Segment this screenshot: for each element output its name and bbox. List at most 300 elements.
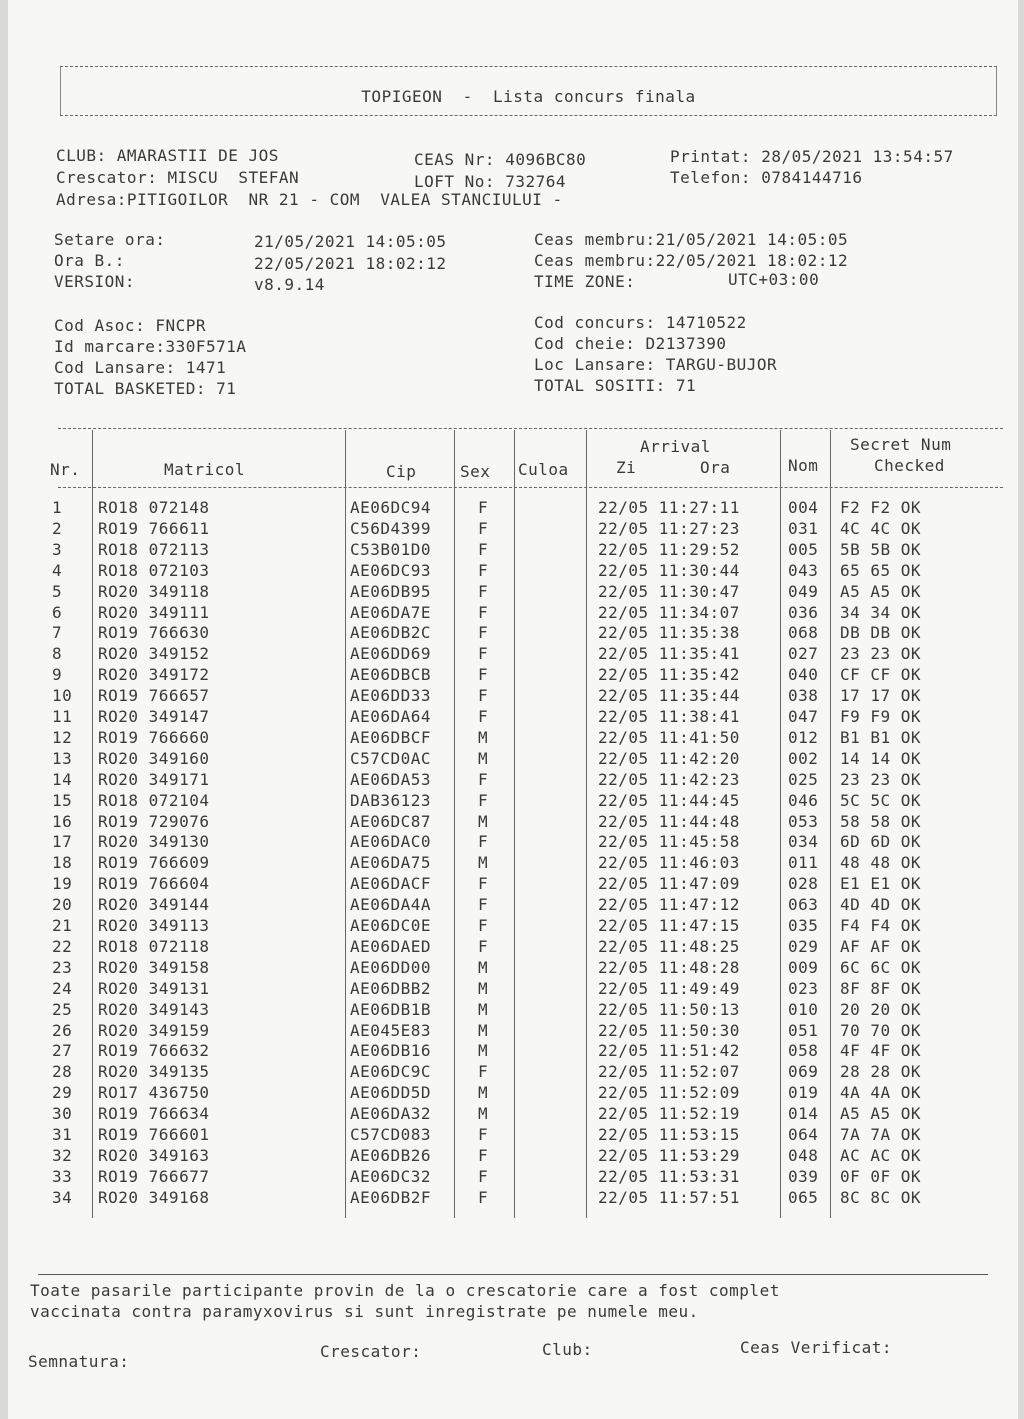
cell-arrival: 22/05 11:34:07 xyxy=(598,602,740,622)
cell-nom: 028 xyxy=(788,874,819,894)
cell-nom: 038 xyxy=(788,686,819,706)
cell-nr: 20 xyxy=(52,895,73,915)
cell-cip: AE06DB26 xyxy=(350,1145,432,1165)
cell-matricol: RO19 766634 xyxy=(98,1104,210,1124)
cell-arrival: 22/05 11:45:58 xyxy=(598,832,740,852)
cell-nom: 046 xyxy=(788,790,819,810)
cell-nr: 14 xyxy=(52,769,73,789)
cell-sex: M xyxy=(478,1020,489,1040)
clock-number: CEAS Nr: 4096BC80 xyxy=(414,150,587,169)
cell-arrival: 22/05 11:41:50 xyxy=(598,727,740,747)
col-header-arrival: Arrival xyxy=(640,437,711,456)
cell-arrival: 22/05 11:47:15 xyxy=(598,916,740,935)
table-row xyxy=(52,623,972,644)
cell-cip: C53B01D0 xyxy=(350,539,432,559)
cell-nr: 26 xyxy=(52,1020,73,1040)
table-row xyxy=(52,1083,972,1104)
cell-sex: F xyxy=(478,1125,489,1144)
cell-sex: M xyxy=(478,748,489,768)
cell-sex: F xyxy=(478,1187,489,1207)
cell-nr: 3 xyxy=(52,539,63,559)
association-code: Cod Asoc: FNCPR xyxy=(54,316,206,335)
ora-b-value: 22/05/2021 18:02:12 xyxy=(254,254,447,273)
cell-nom: 058 xyxy=(788,1041,819,1061)
cell-arrival: 22/05 11:44:45 xyxy=(598,790,740,810)
cell-nom: 014 xyxy=(788,1104,819,1124)
cell-cip: AE06DA32 xyxy=(350,1104,432,1124)
cell-cip: AE06DA53 xyxy=(350,769,432,789)
cell-nr: 24 xyxy=(52,978,73,998)
cell-nr: 2 xyxy=(52,518,63,538)
cell-cip: C57CD083 xyxy=(350,1125,432,1144)
table-row xyxy=(52,1021,972,1042)
cell-arrival: 22/05 11:27:11 xyxy=(598,498,740,517)
cell-sex: F xyxy=(478,623,489,643)
cell-matricol: RO19 766611 xyxy=(98,518,210,538)
cell-nom: 048 xyxy=(788,1145,819,1165)
table-row xyxy=(52,728,972,749)
cell-sex: F xyxy=(478,769,489,789)
cell-secret-checked: 34 34 OK xyxy=(840,602,922,622)
cell-arrival: 22/05 11:27:23 xyxy=(598,518,740,538)
cell-cip: AE06DC93 xyxy=(350,560,432,580)
cell-nom: 039 xyxy=(788,1166,819,1186)
cell-matricol: RO19 766609 xyxy=(98,853,210,873)
title-box xyxy=(60,66,997,116)
cell-nom: 034 xyxy=(788,832,819,852)
cell-nom: 019 xyxy=(788,1083,819,1103)
cell-sex: F xyxy=(478,936,489,956)
marking-id: Id marcare:330F571A xyxy=(54,337,247,356)
table-row xyxy=(52,1041,972,1062)
printout-page xyxy=(8,0,1018,1419)
cell-matricol: RO18 072103 xyxy=(98,560,210,580)
report-title: TOPIGEON - Lista concurs finala xyxy=(361,87,696,106)
cell-matricol: RO19 766632 xyxy=(98,1041,210,1061)
cell-cip: AE045E83 xyxy=(350,1020,432,1040)
cell-matricol: RO18 072118 xyxy=(98,936,210,956)
cell-nom: 005 xyxy=(788,539,819,559)
cell-nom: 040 xyxy=(788,665,819,685)
cell-secret-checked: E1 E1 OK xyxy=(840,874,922,894)
cell-matricol: RO19 766660 xyxy=(98,727,210,747)
col-header-ora: Ora xyxy=(700,458,731,477)
cell-secret-checked: DB DB OK xyxy=(840,623,922,643)
cell-nom: 004 xyxy=(788,498,819,517)
table-top-rule xyxy=(58,428,1003,429)
cell-secret-checked: 14 14 OK xyxy=(840,748,922,768)
cell-arrival: 22/05 11:35:41 xyxy=(598,644,740,664)
cell-secret-checked: 23 23 OK xyxy=(840,769,922,789)
set-time-label: Setare ora: xyxy=(54,230,166,249)
time-zone-label: TIME ZONE: xyxy=(534,272,636,291)
cell-matricol: RO20 349172 xyxy=(98,665,210,685)
cell-nom: 002 xyxy=(788,748,819,768)
cell-sex: F xyxy=(478,602,489,622)
cell-nom: 051 xyxy=(788,1020,819,1040)
cell-sex: M xyxy=(478,811,489,831)
cell-secret-checked: 4A 4A OK xyxy=(840,1083,922,1103)
cell-arrival: 22/05 11:53:31 xyxy=(598,1166,740,1186)
cell-cip: AE06DBCB xyxy=(350,665,432,685)
cell-secret-checked: 4D 4D OK xyxy=(840,895,922,915)
address: Adresa:PITIGOILOR NR 21 - COM VALEA STANCIULUI - xyxy=(56,190,563,209)
cell-nom: 049 xyxy=(788,581,819,601)
cell-secret-checked: A5 A5 OK xyxy=(840,1104,922,1124)
table-row xyxy=(52,791,972,812)
cell-secret-checked: F9 F9 OK xyxy=(840,707,922,726)
cell-arrival: 22/05 11:35:38 xyxy=(598,623,740,643)
cell-arrival: 22/05 11:38:41 xyxy=(598,707,740,726)
cell-matricol: RO19 766677 xyxy=(98,1166,210,1186)
cell-arrival: 22/05 11:42:20 xyxy=(598,748,740,768)
table-row xyxy=(52,707,972,728)
cell-secret-checked: 6C 6C OK xyxy=(840,957,922,977)
cell-matricol: RO20 349158 xyxy=(98,957,210,977)
signature-label: Semnatura: xyxy=(28,1352,130,1371)
cell-sex: M xyxy=(478,1041,489,1061)
table-row xyxy=(52,540,972,561)
cell-cip: AE06DA7E xyxy=(350,602,432,622)
cell-cip: AE06DAC0 xyxy=(350,832,432,852)
table-row xyxy=(52,853,972,874)
table-row xyxy=(52,916,972,937)
clock-verified-label: Ceas Verificat: xyxy=(740,1338,892,1357)
key-code: Cod cheie: D2137390 xyxy=(534,334,727,353)
cell-cip: AE06DB2C xyxy=(350,623,432,643)
cell-arrival: 22/05 11:52:07 xyxy=(598,1062,740,1082)
print-date: Printat: 28/05/2021 13:54:57 xyxy=(670,147,954,166)
cell-cip: AE06DD33 xyxy=(350,686,432,706)
table-row xyxy=(52,937,972,958)
cell-secret-checked: A5 A5 OK xyxy=(840,581,922,601)
table-row xyxy=(52,1062,972,1083)
cell-arrival: 22/05 11:30:47 xyxy=(598,581,740,601)
cell-secret-checked: F4 F4 OK xyxy=(840,916,922,935)
cell-secret-checked: 5B 5B OK xyxy=(840,539,922,559)
cell-sex: M xyxy=(478,1104,489,1124)
table-row xyxy=(52,686,972,707)
cell-nom: 063 xyxy=(788,895,819,915)
cell-cip: AE06DB95 xyxy=(350,581,432,601)
cell-sex: F xyxy=(478,581,489,601)
time-zone-value: UTC+03:00 xyxy=(728,270,820,289)
cell-arrival: 22/05 11:53:29 xyxy=(598,1145,740,1165)
cell-cip: AE06DD5D xyxy=(350,1083,432,1103)
cell-sex: F xyxy=(478,1145,489,1165)
cell-sex: F xyxy=(478,539,489,559)
cell-secret-checked: AC AC OK xyxy=(840,1145,922,1165)
member-clock-2: Ceas membru:22/05/2021 18:02:12 xyxy=(534,251,849,270)
cell-sex: F xyxy=(478,832,489,852)
declaration-line-1: Toate pasarile participante provin de la o crescatorie care a fost complet xyxy=(30,1281,780,1300)
club-name: CLUB: AMARASTII DE JOS xyxy=(56,146,279,165)
table-row xyxy=(52,1167,972,1188)
club-signature-label: Club: xyxy=(542,1340,593,1359)
release-location: Loc Lansare: TARGU-BUJOR xyxy=(534,355,778,374)
cell-arrival: 22/05 11:48:28 xyxy=(598,957,740,977)
cell-nr: 12 xyxy=(52,727,73,747)
cell-secret-checked: 17 17 OK xyxy=(840,686,922,706)
col-header-culoa: Culoa xyxy=(518,460,569,479)
cell-nr: 33 xyxy=(52,1166,73,1186)
cell-secret-checked: 48 48 OK xyxy=(840,853,922,873)
table-row xyxy=(52,582,972,603)
cell-nom: 064 xyxy=(788,1125,819,1144)
cell-nr: 13 xyxy=(52,748,73,768)
total-arrived: TOTAL SOSITI: 71 xyxy=(534,376,697,395)
table-row xyxy=(52,812,972,833)
cell-nr: 31 xyxy=(52,1125,73,1144)
cell-matricol: RO19 766601 xyxy=(98,1125,210,1144)
cell-sex: F xyxy=(478,874,489,894)
cell-matricol: RO19 766657 xyxy=(98,686,210,706)
cell-cip: C57CD0AC xyxy=(350,748,432,768)
cell-nr: 28 xyxy=(52,1062,73,1082)
cell-nr: 10 xyxy=(52,686,73,706)
cell-nom: 012 xyxy=(788,727,819,747)
cell-nom: 010 xyxy=(788,999,819,1019)
cell-matricol: RO20 349113 xyxy=(98,916,210,935)
cell-cip: AE06DBB2 xyxy=(350,978,432,998)
cell-nr: 5 xyxy=(52,581,63,601)
ora-b-label: Ora B.: xyxy=(54,251,125,270)
cell-nr: 25 xyxy=(52,999,73,1019)
cell-nom: 035 xyxy=(788,916,819,935)
race-code: Cod concurs: 14710522 xyxy=(534,313,747,332)
cell-matricol: RO19 766630 xyxy=(98,623,210,643)
cell-matricol: RO18 072113 xyxy=(98,539,210,559)
col-header-cip: Cip xyxy=(386,462,417,481)
breeder-name: Crescator: MISCU STEFAN xyxy=(56,168,300,187)
declaration-line-2: vaccinata contra paramyxovirus si sunt inregistrate pe numele meu. xyxy=(30,1302,699,1321)
cell-arrival: 22/05 11:44:48 xyxy=(598,811,740,831)
cell-nom: 068 xyxy=(788,623,819,643)
cell-nom: 043 xyxy=(788,560,819,580)
cell-matricol: RO18 072148 xyxy=(98,498,210,517)
cell-arrival: 22/05 11:53:15 xyxy=(598,1125,740,1144)
table-header-rule xyxy=(58,487,1003,488)
table-row xyxy=(52,644,972,665)
cell-arrival: 22/05 11:42:23 xyxy=(598,769,740,789)
cell-matricol: RO20 349111 xyxy=(98,602,210,622)
cell-secret-checked: F2 F2 OK xyxy=(840,498,922,517)
cell-cip: AE06DA4A xyxy=(350,895,432,915)
cell-cip: AE06DD69 xyxy=(350,644,432,664)
table-row xyxy=(52,1188,972,1209)
cell-matricol: RO20 349168 xyxy=(98,1187,210,1207)
cell-nom: 047 xyxy=(788,707,819,726)
cell-sex: F xyxy=(478,1062,489,1082)
table-row xyxy=(52,519,972,540)
member-clock-1: Ceas membru:21/05/2021 14:05:05 xyxy=(534,230,849,249)
cell-cip: AE06DC87 xyxy=(350,811,432,831)
cell-cip: AE06DACF xyxy=(350,874,432,894)
cell-sex: F xyxy=(478,498,489,517)
cell-nr: 7 xyxy=(52,623,63,643)
cell-secret-checked: 20 20 OK xyxy=(840,999,922,1019)
table-row xyxy=(52,749,972,770)
cell-cip: C56D4399 xyxy=(350,518,432,538)
cell-nr: 11 xyxy=(52,707,73,726)
cell-matricol: RO20 349135 xyxy=(98,1062,210,1082)
cell-arrival: 22/05 11:51:42 xyxy=(598,1041,740,1061)
release-code: Cod Lansare: 1471 xyxy=(54,358,227,377)
cell-matricol: RO20 349152 xyxy=(98,644,210,664)
cell-nr: 29 xyxy=(52,1083,73,1103)
cell-nom: 069 xyxy=(788,1062,819,1082)
cell-sex: F xyxy=(478,686,489,706)
cell-sex: F xyxy=(478,916,489,935)
table-row xyxy=(52,1146,972,1167)
cell-cip: AE06DC94 xyxy=(350,498,432,517)
cell-sex: F xyxy=(478,895,489,915)
cell-nom: 011 xyxy=(788,853,819,873)
cell-secret-checked: 28 28 OK xyxy=(840,1062,922,1082)
cell-nr: 17 xyxy=(52,832,73,852)
cell-sex: F xyxy=(478,644,489,664)
cell-nr: 27 xyxy=(52,1041,73,1061)
cell-cip: AE06DAED xyxy=(350,936,432,956)
table-row xyxy=(52,498,972,519)
cell-nom: 053 xyxy=(788,811,819,831)
cell-cip: AE06DC9C xyxy=(350,1062,432,1082)
cell-nom: 036 xyxy=(788,602,819,622)
cell-arrival: 22/05 11:52:09 xyxy=(598,1083,740,1103)
cell-arrival: 22/05 11:47:12 xyxy=(598,895,740,915)
cell-nr: 19 xyxy=(52,874,73,894)
cell-secret-checked: B1 B1 OK xyxy=(840,727,922,747)
cell-matricol: RO18 072104 xyxy=(98,790,210,810)
col-header-zi: Zi xyxy=(616,458,637,477)
loft-number: LOFT No: 732764 xyxy=(414,172,566,191)
cell-nr: 15 xyxy=(52,790,73,810)
cell-sex: F xyxy=(478,1166,489,1186)
cell-nr: 1 xyxy=(52,498,63,517)
cell-cip: AE06DB2F xyxy=(350,1187,432,1207)
col-header-matricol: Matricol xyxy=(164,460,246,479)
cell-matricol: RO20 349159 xyxy=(98,1020,210,1040)
cell-sex: F xyxy=(478,790,489,810)
cell-sex: F xyxy=(478,560,489,580)
cell-secret-checked: 58 58 OK xyxy=(840,811,922,831)
table-row xyxy=(52,874,972,895)
cell-nom: 009 xyxy=(788,957,819,977)
cell-secret-checked: AF AF OK xyxy=(840,936,922,956)
total-basketed: TOTAL BASKETED: 71 xyxy=(54,379,237,398)
table-row xyxy=(52,1104,972,1125)
cell-arrival: 22/05 11:50:13 xyxy=(598,999,740,1019)
cell-sex: F xyxy=(478,665,489,685)
cell-nr: 32 xyxy=(52,1145,73,1165)
cell-arrival: 22/05 11:49:49 xyxy=(598,978,740,998)
cell-matricol: RO20 349130 xyxy=(98,832,210,852)
cell-matricol: RO20 349118 xyxy=(98,581,210,601)
cell-cip: DAB36123 xyxy=(350,790,432,810)
cell-sex: M xyxy=(478,727,489,747)
cell-arrival: 22/05 11:46:03 xyxy=(598,853,740,873)
table-row xyxy=(52,1000,972,1021)
cell-secret-checked: 23 23 OK xyxy=(840,644,922,664)
cell-arrival: 22/05 11:48:25 xyxy=(598,936,740,956)
cell-nr: 30 xyxy=(52,1104,73,1124)
cell-secret-checked: 70 70 OK xyxy=(840,1020,922,1040)
cell-secret-checked: 8C 8C OK xyxy=(840,1187,922,1207)
cell-nr: 18 xyxy=(52,853,73,873)
table-row xyxy=(52,603,972,624)
cell-matricol: RO20 349163 xyxy=(98,1145,210,1165)
cell-nom: 029 xyxy=(788,936,819,956)
col-header-checked: Checked xyxy=(874,456,945,475)
cell-secret-checked: 5C 5C OK xyxy=(840,790,922,810)
breeder-signature-label: Crescator: xyxy=(320,1342,422,1361)
cell-cip: AE06DC0E xyxy=(350,916,432,935)
cell-arrival: 22/05 11:29:52 xyxy=(598,539,740,559)
cell-nom: 031 xyxy=(788,518,819,538)
cell-secret-checked: 4C 4C OK xyxy=(840,518,922,538)
cell-sex: F xyxy=(478,518,489,538)
footer-rule xyxy=(38,1274,988,1275)
cell-arrival: 22/05 11:47:09 xyxy=(598,874,740,894)
cell-nom: 065 xyxy=(788,1187,819,1207)
col-header-sex: Sex xyxy=(460,462,491,481)
cell-nr: 16 xyxy=(52,811,73,831)
cell-matricol: RO20 349131 xyxy=(98,978,210,998)
cell-arrival: 22/05 11:52:19 xyxy=(598,1104,740,1124)
cell-nr: 22 xyxy=(52,936,73,956)
cell-matricol: RO20 349144 xyxy=(98,895,210,915)
cell-nr: 9 xyxy=(52,665,63,685)
cell-arrival: 22/05 11:50:30 xyxy=(598,1020,740,1040)
cell-nom: 027 xyxy=(788,644,819,664)
version-label: VERSION: xyxy=(54,272,136,291)
cell-cip: AE06DA75 xyxy=(350,853,432,873)
cell-matricol: RO20 349147 xyxy=(98,707,210,726)
cell-matricol: RO20 349171 xyxy=(98,769,210,789)
cell-sex: M xyxy=(478,957,489,977)
table-row xyxy=(52,561,972,582)
cell-arrival: 22/05 11:35:44 xyxy=(598,686,740,706)
cell-nr: 34 xyxy=(52,1187,73,1207)
col-header-secret: Secret Num xyxy=(850,435,952,454)
cell-nr: 21 xyxy=(52,916,73,935)
cell-cip: AE06DC32 xyxy=(350,1166,432,1186)
table-row xyxy=(52,958,972,979)
cell-nr: 4 xyxy=(52,560,63,580)
cell-nom: 025 xyxy=(788,769,819,789)
cell-sex: M xyxy=(478,999,489,1019)
cell-nr: 8 xyxy=(52,644,63,664)
cell-secret-checked: 8F 8F OK xyxy=(840,978,922,998)
phone: Telefon: 0784144716 xyxy=(670,168,863,187)
table-row xyxy=(52,770,972,791)
cell-arrival: 22/05 11:57:51 xyxy=(598,1187,740,1207)
cell-nr: 6 xyxy=(52,602,63,622)
cell-cip: AE06DD00 xyxy=(350,957,432,977)
table-row xyxy=(52,979,972,1000)
cell-matricol: RO19 766604 xyxy=(98,874,210,894)
set-time-value: 21/05/2021 14:05:05 xyxy=(254,232,447,251)
cell-cip: AE06DB1B xyxy=(350,999,432,1019)
table-row xyxy=(52,1125,972,1146)
cell-arrival: 22/05 11:35:42 xyxy=(598,665,740,685)
cell-secret-checked: 4F 4F OK xyxy=(840,1041,922,1061)
cell-nom: 023 xyxy=(788,978,819,998)
cell-nr: 23 xyxy=(52,957,73,977)
cell-secret-checked: 7A 7A OK xyxy=(840,1125,922,1144)
cell-cip: AE06DBCF xyxy=(350,727,432,747)
cell-arrival: 22/05 11:30:44 xyxy=(598,560,740,580)
